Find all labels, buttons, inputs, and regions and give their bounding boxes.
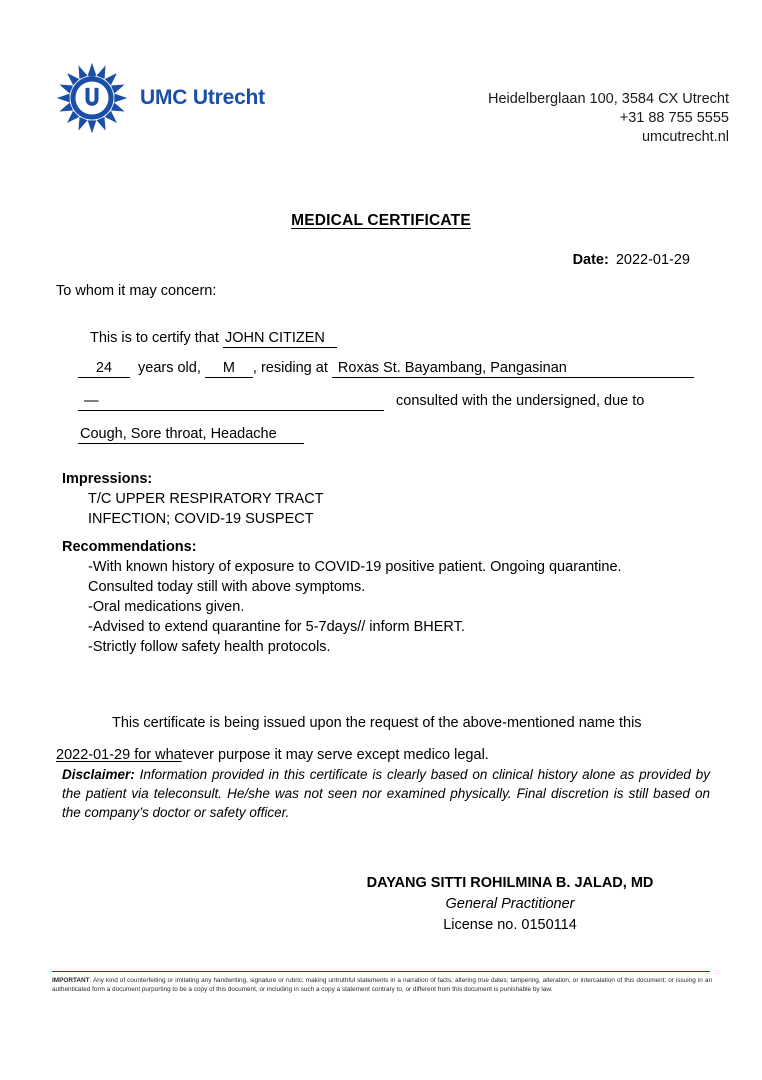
clinic-phone: +31 88 755 5555 bbox=[619, 110, 729, 126]
recommendation-item: -With known history of exposure to COVID-19 positive patient. Ongoing quarantine. bbox=[88, 559, 622, 575]
impression-line: T/C UPPER RESPIRATORY TRACT bbox=[88, 491, 324, 507]
clinic-website: umcutrecht.nl bbox=[641, 129, 729, 145]
recommendation-item: -Advised to extend quarantine for 5-7days// inform BHERT. bbox=[88, 619, 465, 635]
age-suffix-label: years old, bbox=[138, 360, 201, 376]
footer-divider bbox=[52, 971, 710, 972]
recommendations-section bbox=[62, 537, 712, 657]
disclaimer-text: Information provided in this certificate is clearly based on clinical history alone as provided by the patient via teleconsult. He/she was not seen nor examined physically. Final discretion is still based on the company’s doctor or safety officer. bbox=[62, 767, 710, 820]
certify-lead: This is to certify that bbox=[90, 330, 219, 346]
doctor-license: License no. 0150114 bbox=[443, 917, 577, 933]
certify-consult-line bbox=[78, 391, 708, 412]
footer-label: IMPORTANT bbox=[52, 977, 90, 984]
page-title bbox=[0, 212, 762, 230]
extra-blank-field: — bbox=[78, 392, 384, 411]
clinic-address: Heidelberglaan 100, 3584 CX Utrecht bbox=[487, 91, 729, 107]
date-value: 2022-01-29 bbox=[615, 252, 690, 268]
recommendation-item: -Oral medications given. bbox=[88, 599, 245, 615]
salutation: To whom it may concern: bbox=[56, 283, 217, 299]
closing-rest: tever purpose it may serve except medico legal. bbox=[181, 747, 489, 763]
recommendation-item: -Strictly follow safety health protocols. bbox=[88, 639, 331, 655]
residing-label: , residing at bbox=[252, 360, 328, 376]
date-row bbox=[573, 252, 690, 268]
symptoms-field: Cough, Sore throat, Headache bbox=[78, 425, 304, 444]
doctor-name: DAYANG SITTI ROHILMINA B. JALAD, MD bbox=[366, 875, 654, 891]
recommendation-item: Consulted today still with above symptoms. bbox=[88, 579, 366, 595]
umc-sunburst-logo-icon bbox=[56, 62, 128, 134]
disclaimer-label: Disclaimer: bbox=[62, 767, 135, 782]
patient-name-field: JOHN CITIZEN bbox=[223, 329, 337, 348]
umc-utrecht-logo bbox=[56, 62, 265, 134]
disclaimer-block bbox=[62, 765, 710, 822]
impressions-content bbox=[88, 489, 702, 529]
recommendations-list bbox=[88, 557, 712, 657]
logo-wordmark: UMC Utrecht bbox=[140, 86, 265, 109]
signature-block bbox=[300, 873, 720, 936]
patient-age-field: 24 bbox=[78, 359, 130, 378]
doctor-role: General Practitioner bbox=[445, 896, 575, 912]
document-header bbox=[0, 62, 762, 162]
footer-text: : Any kind of counterfeiting or imitating any handwriting, signature or rubric; making untruthful statements in a narration of facts; altering true dates; tampering, alteration, or intercalation of this document; or issuing in an authenticated form a document purporting to be a copy of this document, or including in such a copy a statement contrary to, or different from this document is punishable by law. bbox=[52, 977, 712, 994]
clinic-contact-block bbox=[488, 90, 729, 147]
certify-symptoms-line bbox=[78, 424, 708, 445]
impressions-heading: Impressions: bbox=[62, 471, 153, 487]
closing-line-1: This certificate is being issued upon the request of the above-mentioned name this bbox=[112, 715, 642, 731]
closing-paragraph bbox=[56, 707, 708, 771]
impression-line: INFECTION; COVID-19 SUSPECT bbox=[88, 511, 314, 527]
issue-date-field: 2022-01-29 for wha bbox=[56, 747, 182, 763]
page-title-text: MEDICAL CERTIFICATE bbox=[291, 212, 471, 229]
certify-age-sex-address-line bbox=[78, 358, 708, 379]
footer-legal-note bbox=[52, 976, 712, 994]
patient-sex-field: M bbox=[205, 359, 253, 378]
patient-address-field: Roxas St. Bayambang, Pangasinan bbox=[332, 359, 694, 378]
certificate-body bbox=[56, 281, 708, 449]
date-label: Date: bbox=[572, 252, 609, 268]
consulted-text: consulted with the undersigned, due to bbox=[396, 393, 645, 409]
impressions-section bbox=[62, 469, 702, 529]
certify-name-line bbox=[90, 328, 708, 349]
recommendations-heading: Recommendations: bbox=[62, 539, 197, 555]
